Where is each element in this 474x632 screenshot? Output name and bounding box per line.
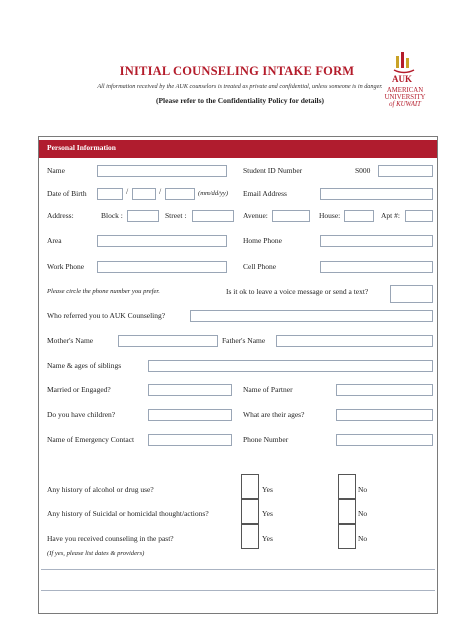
siblings-field[interactable]	[148, 360, 433, 372]
alcohol-history-label: Any history of alcohol or drug use?	[47, 485, 154, 494]
avenue-label: Avenue:	[243, 211, 268, 220]
house-label: House:	[319, 211, 341, 220]
apt-field[interactable]	[405, 210, 433, 222]
voice-message-label: Is it ok to leave a voice message or send a text?	[226, 287, 369, 296]
alcohol-yes-label: Yes	[262, 485, 273, 494]
suicidal-no-checkbox[interactable]	[338, 499, 356, 524]
referred-field[interactable]	[190, 310, 433, 322]
apt-label: Apt #:	[381, 211, 400, 220]
suicidal-yes-checkbox[interactable]	[241, 499, 259, 524]
married-field[interactable]	[148, 384, 232, 396]
logo-line-3: of KUWAIT	[389, 101, 421, 108]
home-phone-field[interactable]	[320, 235, 433, 247]
logo-text	[378, 87, 432, 108]
siblings-label: Name & ages of siblings	[47, 361, 122, 370]
children-field[interactable]	[148, 409, 232, 421]
dob-year-field[interactable]	[165, 188, 195, 200]
alcohol-no-checkbox[interactable]	[338, 474, 356, 499]
email-label: Email Address	[243, 189, 287, 198]
name-label: Name	[47, 166, 65, 175]
mother-name-label: Mother's Name	[47, 336, 94, 345]
dob-month-field[interactable]	[97, 188, 123, 200]
past-counseling-yes-label: Yes	[262, 534, 273, 543]
logo-line-2: UNIVERSITY	[384, 94, 426, 101]
if-yes-note: (If yes, please list dates & providers)	[47, 550, 145, 557]
father-name-label: Father's Name	[222, 336, 266, 345]
past-counseling-yes-checkbox[interactable]	[241, 524, 259, 549]
married-label: Married or Engaged?	[47, 385, 111, 394]
alcohol-no-label: No	[358, 485, 368, 494]
partner-name-label: Name of Partner	[243, 385, 293, 394]
cell-phone-label: Cell Phone	[243, 262, 277, 271]
children-ages-field[interactable]	[336, 409, 433, 421]
dob-label: Date of Birth	[47, 189, 87, 198]
auk-logo-icon	[392, 50, 416, 76]
past-counseling-label: Have you received counseling in the past?	[47, 534, 174, 543]
form-title: INITIAL COUNSELING INTAKE FORM	[119, 64, 355, 78]
student-id-label: Student ID Number	[243, 166, 303, 175]
suicidal-no-label: No	[358, 509, 368, 518]
children-label: Do you have children?	[47, 410, 116, 419]
partner-name-field[interactable]	[336, 384, 433, 396]
section-title: Personal Information	[47, 143, 116, 152]
street-label: Street :	[165, 211, 187, 220]
past-counseling-no-checkbox[interactable]	[338, 524, 356, 549]
dob-separator: /	[126, 187, 129, 196]
logo-name: AUK	[392, 74, 412, 84]
emergency-phone-field[interactable]	[336, 434, 433, 446]
logo-line-1: AMERICAN	[386, 87, 424, 94]
area-field[interactable]	[97, 235, 227, 247]
writing-line[interactable]	[41, 590, 435, 591]
voice-message-field[interactable]	[390, 285, 433, 303]
house-field[interactable]	[344, 210, 374, 222]
cell-phone-field[interactable]	[320, 261, 433, 273]
alcohol-yes-checkbox[interactable]	[241, 474, 259, 499]
block-field[interactable]	[127, 210, 159, 222]
past-counseling-no-label: No	[358, 534, 368, 543]
preferred-phone-note: Please circle the phone number you prefer.	[47, 288, 160, 295]
dob-separator: /	[159, 187, 162, 196]
name-field[interactable]	[97, 165, 227, 177]
policy-note: (Please refer to the Confidentiality Policy for details)	[155, 96, 325, 105]
home-phone-label: Home Phone	[243, 236, 282, 245]
section-header-personal-information	[39, 140, 437, 158]
avenue-field[interactable]	[272, 210, 310, 222]
area-label: Area	[47, 236, 62, 245]
block-label: Block :	[101, 211, 123, 220]
student-id-prefix: S000	[355, 166, 371, 175]
street-field[interactable]	[192, 210, 234, 222]
address-label: Address:	[47, 211, 74, 220]
dob-format-hint: (mm/dd/yy)	[198, 190, 229, 197]
emergency-phone-label: Phone Number	[243, 435, 289, 444]
dob-day-field[interactable]	[132, 188, 156, 200]
children-ages-label: What are their ages?	[243, 410, 305, 419]
father-name-field[interactable]	[276, 335, 433, 347]
student-id-field[interactable]	[378, 165, 433, 177]
referred-label: Who referred you to AUK Counseling?	[47, 311, 166, 320]
mother-name-field[interactable]	[118, 335, 218, 347]
writing-line[interactable]	[41, 569, 435, 570]
suicidal-history-label: Any history of Suicidal or homicidal thought/actions?	[47, 509, 209, 518]
work-phone-label: Work Phone	[47, 262, 85, 271]
emergency-contact-label: Name of Emergency Contact	[47, 435, 135, 444]
work-phone-field[interactable]	[97, 261, 227, 273]
suicidal-yes-label: Yes	[262, 509, 273, 518]
emergency-contact-field[interactable]	[148, 434, 232, 446]
email-field[interactable]	[320, 188, 433, 200]
confidentiality-statement: All information received by the AUK counselors is treated as private and confidential, unless someone is in danger.	[97, 83, 383, 90]
